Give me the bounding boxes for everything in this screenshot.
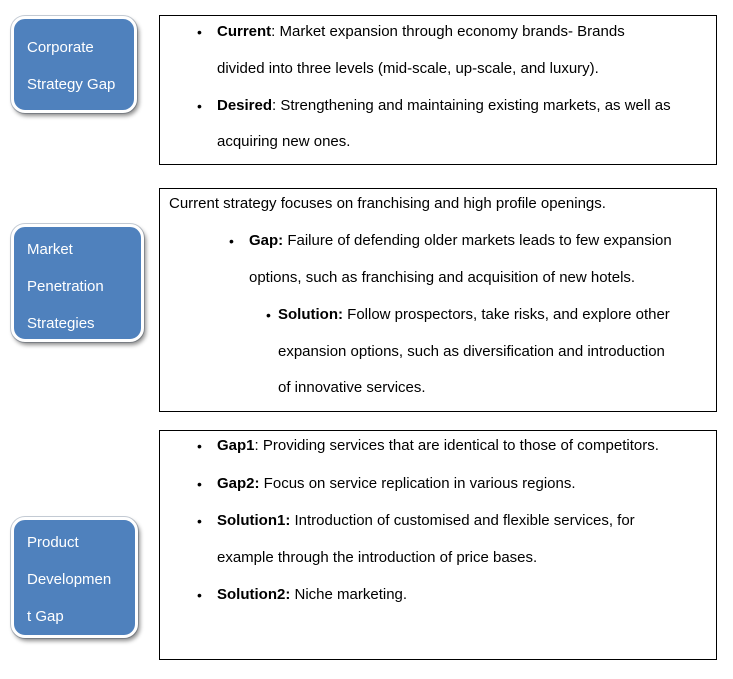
gap1-key: Gap1	[217, 437, 255, 454]
solution1-text-cont: example through the introduction of price bases.	[217, 549, 538, 566]
desired-text-cont: acquiring new ones.	[217, 133, 351, 150]
label-line: Strategies	[27, 315, 95, 332]
solution2-text: Niche marketing.	[290, 586, 408, 603]
bullet-icon: •	[197, 476, 202, 492]
current-text-cont: divided into three levels (mid-scale, up-scale, and luxury).	[217, 60, 599, 77]
bullet-icon: •	[197, 438, 202, 454]
solution2-key: Solution2:	[217, 586, 291, 603]
gap-key: Gap:	[249, 232, 284, 249]
bullet-icon: •	[197, 24, 202, 40]
desired-text: : Strengthening and maintaining existing markets, as well as	[272, 97, 671, 114]
label-line: Market	[27, 241, 73, 258]
solution-text-cont: expansion options, such as diversification and introduction	[278, 343, 665, 360]
gap1-text: : Providing services that are identical to those of competitors.	[254, 437, 659, 454]
solution-text-cont-2: of innovative services.	[278, 379, 426, 396]
bullet-icon: •	[229, 233, 234, 249]
corporate-strategy-content-box	[159, 15, 717, 165]
solution-text: Follow prospectors, take risks, and explore other	[342, 306, 670, 323]
solution1-text: Introduction of customised and flexible services, for	[290, 512, 635, 529]
bullet-icon: •	[197, 98, 202, 114]
current-key: Current	[217, 23, 272, 40]
gap-text: Failure of defending older markets leads to few expansion	[283, 232, 672, 249]
label-line: Strategy Gap	[27, 76, 116, 93]
label-line: Corporate	[27, 39, 94, 56]
gap2-key: Gap2:	[217, 475, 260, 492]
label-market-penetration-strategies	[11, 224, 144, 342]
label-line: Developmen	[27, 571, 112, 588]
solution-key: Solution:	[278, 306, 343, 323]
bullet-icon: •	[197, 587, 202, 603]
label-line: t Gap	[27, 608, 64, 625]
label-line: Penetration	[27, 278, 104, 295]
label-line: Product	[27, 534, 79, 551]
gap-text-cont: options, such as franchising and acquisition of new hotels.	[249, 269, 636, 286]
solution1-key: Solution1:	[217, 512, 291, 529]
bullet-icon: •	[266, 307, 271, 323]
current-text: : Market expansion through economy brands- Brands	[271, 23, 625, 40]
market-penetration-content-box	[159, 188, 717, 412]
product-development-content-box	[159, 430, 717, 660]
desired-key: Desired	[217, 97, 273, 114]
label-product-development-gap	[11, 517, 138, 638]
label-corporate-strategy-gap	[11, 16, 137, 113]
intro-text: Current strategy focuses on franchising and high profile openings.	[169, 195, 606, 212]
bullet-icon: •	[197, 513, 202, 529]
gap2-text: Focus on service replication in various regions.	[259, 475, 576, 492]
